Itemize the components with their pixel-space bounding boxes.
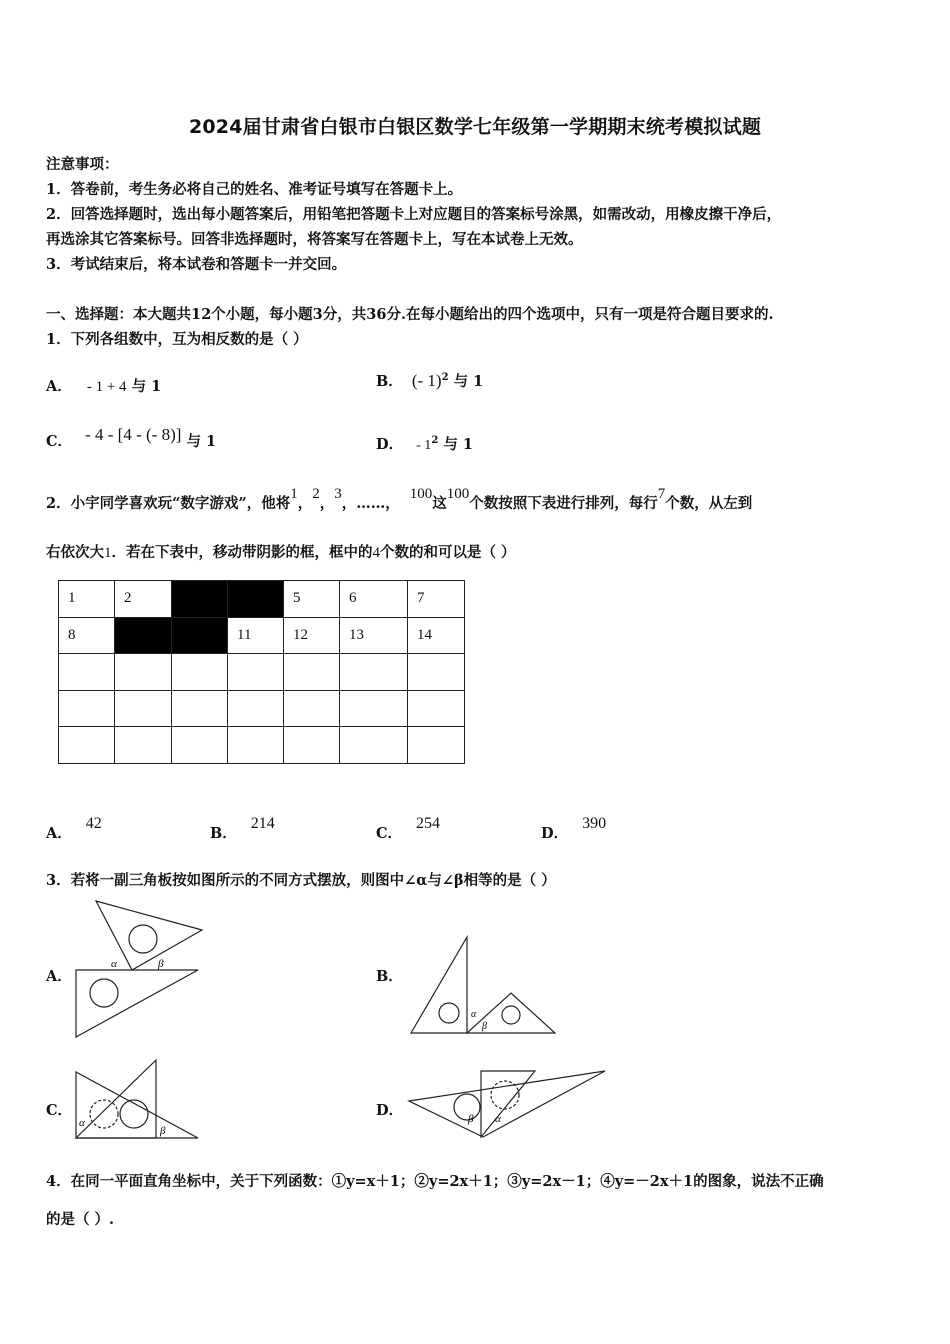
grid-cell: 1 [59,581,115,618]
q2-option-b [210,815,275,843]
shaded-cell [115,617,172,654]
triangle-figure-a [70,895,210,1045]
beta-label: β [468,1113,474,1125]
q2-option-c [376,815,441,843]
q2-text: 右依次大 [46,544,104,561]
section-heading: 一、选择题：本大题共12个小题，每小题3分，共36分.在每小题给出的四个选项中，只有一项是符合题目要求的. [46,306,774,323]
notice-item: 1．答卷前，考生务必将自己的姓名、准考证号填写在答题卡上。 [46,181,463,198]
notice-item: 3．考试结束后，将本试卷和答题卡一并交回。 [46,256,347,273]
table-row [59,581,465,618]
question-1-stem: 1．下列各组数中，互为相反数的是（ ） [46,331,308,348]
question-4-stem-line2: 的是（ ）. [46,1211,115,1228]
grid-cell: 5 [284,581,340,618]
q2-text: 这 [432,495,447,512]
option-label: B． [376,373,403,390]
grid-cell [59,654,115,691]
option-tail: 与 1 [443,436,473,453]
q3-option-c-label: C． [46,1102,73,1119]
grid-cell: 13 [340,617,408,654]
grid-cell [228,727,284,764]
grid-cell [59,690,115,727]
table-row [59,654,465,691]
number-grid-table [58,580,465,764]
table-row [59,617,465,654]
option-value: 254 [416,815,441,832]
option-label: A． [46,378,72,395]
question-3-stem: 3．若将一副三角板按如图所示的不同方式摆放，则图中∠α与∠β相等的是（ ） [46,872,556,889]
q2-text: 个数的和可以是（ ） [380,544,516,561]
grid-cell: 14 [408,617,465,654]
alpha-label: α [111,958,117,970]
option-math: - 1 + 4 [86,379,127,395]
option-exponent: 2 [431,435,439,447]
grid-cell [408,654,465,691]
q2-number: 4 [372,545,380,561]
q1-option-b [376,370,483,391]
option-math: - 1 [416,438,432,453]
grid-cell: 12 [284,617,340,654]
beta-label: β [160,1125,166,1137]
grid-cell [59,727,115,764]
grid-cell [408,727,465,764]
page-title: 2024届甘肃省白银市白银区数学七年级第一学期期末统考模拟试题 [188,116,762,138]
q2-option-d [541,815,607,843]
beta-label: β [482,1021,487,1032]
option-label: D． [541,825,569,842]
triangle-figure-b [405,933,565,1038]
notice-item: 再选涂其它答案标号。回答非选择题时，将答案写在答题卡上，写在本试卷上无效。 [46,231,583,248]
option-label: C． [376,825,403,842]
table-row [59,727,465,764]
grid-cell [172,727,228,764]
q1-option-d [376,433,473,454]
option-value: 390 [582,815,607,832]
q1-option-c [46,425,217,451]
q2-option-a [46,815,102,843]
alpha-label: α [79,1117,85,1129]
grid-cell: 8 [59,617,115,654]
notice-heading: 注意事项： [46,156,119,173]
q2-text: 2．小宇同学喜欢玩“数字游戏”，他将 [46,495,291,512]
grid-cell [228,654,284,691]
q3-option-d-label: D． [376,1102,404,1119]
grid-cell: 7 [408,581,465,618]
q3-option-b-label: B． [376,968,403,985]
question-4-stem-line1: 4．在同一平面直角坐标中，关于下列函数：①y=x＋1；②y=2x＋1；③y=2x－1；④y=－2x＋1的图象，说法不正确 [46,1173,824,1190]
shaded-cell [172,617,228,654]
grid-cell [408,690,465,727]
grid-cell [284,690,340,727]
q2-number: 100 [409,486,433,502]
q2-number: 7 [657,486,666,502]
table-row [59,690,465,727]
beta-label: β [158,958,164,970]
grid-cell [228,690,284,727]
grid-cell [115,727,172,764]
q2-number: 1 [104,545,112,561]
grid-cell: 2 [115,581,172,618]
option-tail: 与 1 [453,373,484,390]
question-2-stem [46,486,753,513]
q1-option-a [46,375,161,396]
option-tail: 与 1 [186,433,217,450]
question-2-stem-line2 [46,541,516,562]
option-value: 214 [250,815,275,832]
alpha-label: α [471,1009,477,1020]
grid-cell [115,654,172,691]
grid-cell [115,690,172,727]
grid-cell [284,727,340,764]
shaded-cell [172,581,228,618]
option-label: B． [210,825,237,842]
q2-text: ， [297,495,313,512]
grid-cell: 11 [228,617,284,654]
q2-text: ．若在下表中，移动带阴影的框，框中的 [111,544,373,561]
option-label: A． [46,825,72,842]
option-value: 42 [85,815,102,832]
option-label: D． [376,436,404,453]
grid-cell [284,654,340,691]
grid-cell [340,727,408,764]
q2-number: 100 [446,486,470,502]
triangle-figure-d [405,1065,610,1145]
q2-number: 3 [334,486,342,502]
q2-number: 1 [290,486,298,502]
grid-cell [340,690,408,727]
q2-number: 2 [312,486,320,502]
q3-option-a-label: A． [46,968,72,985]
option-label: C． [46,433,73,450]
triangle-figure-c [70,1058,210,1143]
notice-item: 2．回答选择题时，选出每小题答案后，用铅笔把答题卡上对应题目的答案标号涂黑，如需改动，用橡皮擦干净后， [46,206,782,223]
q2-text: ，……， [341,495,400,512]
alpha-label: α [495,1113,501,1125]
option-math: - 4 - [4 - (- 8)] [85,425,182,444]
q2-text: ， [319,495,335,512]
q2-text: 个数，从左到 [665,495,753,512]
grid-cell [172,690,228,727]
grid-cell [172,654,228,691]
grid-cell [340,654,408,691]
option-math: (- 1) [411,371,442,390]
q2-text: 个数按照下表进行排列，每行 [469,495,658,512]
shaded-cell [228,581,284,618]
option-exponent: 2 [441,372,449,384]
option-tail: 与 1 [131,378,162,395]
grid-cell: 6 [340,581,408,618]
